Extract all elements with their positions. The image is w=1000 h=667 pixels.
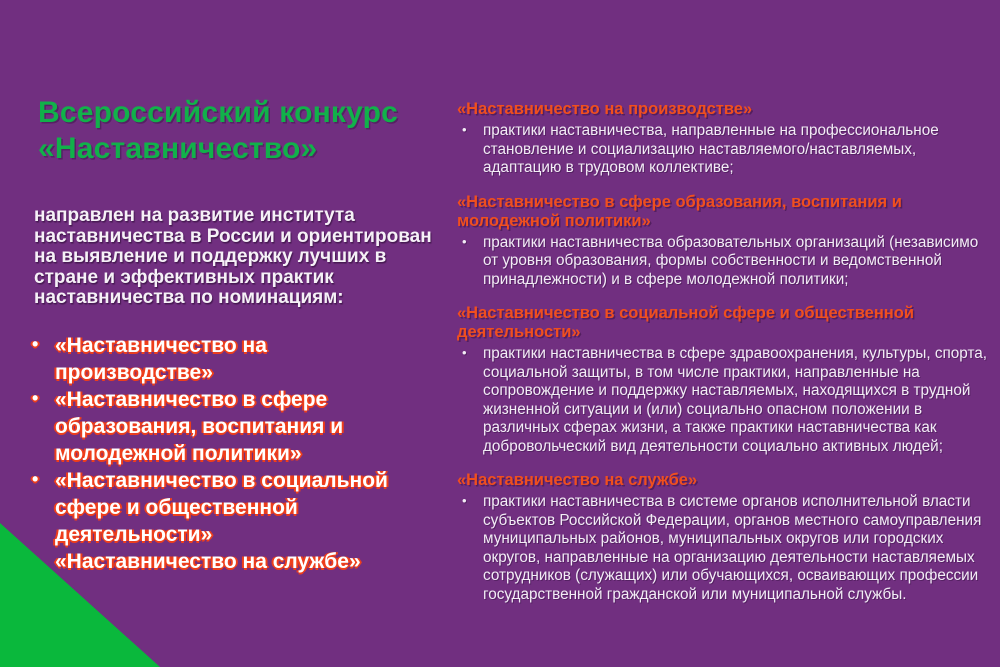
nomination-label: «Наставничество в сфере образования, воспитания и молодежной политики» <box>55 388 344 465</box>
section-heading: «Наставничество в сфере образования, воспитания и молодежной политики» <box>457 192 902 230</box>
nomination-item <box>55 548 425 575</box>
section-body-list <box>457 234 995 290</box>
section-social <box>457 304 995 456</box>
section-service <box>457 471 995 604</box>
nomination-label: «Наставничество в социальной сфере и общественной деятельности» <box>55 469 388 546</box>
intro-paragraph: направлен на развитие института наставничества в России и ориентирован на выявление и поддержку лучших в стране и эффективных практик наставничества по номинациям: <box>34 205 432 308</box>
section-body-item: • практики наставничества в системе органов исполнительной власти субъектов Российской Федерации, органов местного самоуправления муниципальных районов, муниципальных округов или городских округов, направленные на организацию деятельности наставляемых сотрудников (служащих) или обучающихся, осваивающих профессии государственной гражданской или муниципальной службы. <box>483 493 995 604</box>
section-body-list <box>457 345 995 456</box>
section-body-item: • практики наставничества в сфере здравоохранения, культуры, спорта, социальной защиты, в том числе практики, направленные на сопровождение и поддержку наставляемых, находящихся в трудной жизненной ситуации и (или) социально опасном положении в различных сферах жизни, а также практики наставничества как добровольческий вид деятельности социально активных людей; <box>483 345 995 456</box>
section-body-item: • практики наставничества, направленные на профессиональное становление и социализацию наставляемого/наставляемых, адаптацию в трудовом коллективе; <box>483 122 995 178</box>
nomination-label: «Наставничество на производстве» <box>55 334 267 384</box>
nomination-item <box>55 332 425 386</box>
section-heading: «Наставничество на службе» <box>457 471 698 489</box>
section-body-list <box>457 122 995 178</box>
nomination-details-column <box>457 100 995 619</box>
section-education <box>457 193 995 290</box>
slide-title: Всероссийский конкурс «Наставничество» <box>38 96 399 165</box>
section-body-list <box>457 493 995 604</box>
nomination-item <box>55 467 425 548</box>
section-heading: «Наставничество на производстве» <box>457 100 753 118</box>
section-production <box>457 100 995 178</box>
section-heading: «Наставничество в социальной сфере и общественной деятельности» <box>457 304 914 341</box>
nomination-item <box>55 386 425 467</box>
nomination-label: «Наставничество на службе» <box>55 550 361 573</box>
section-body-item: • практики наставничества образовательных организаций (независимо от уровня образования, формы собственности и ведомственной принадлежности) и в сфере молодежной политики; <box>483 234 995 290</box>
nominations-list <box>55 332 425 575</box>
